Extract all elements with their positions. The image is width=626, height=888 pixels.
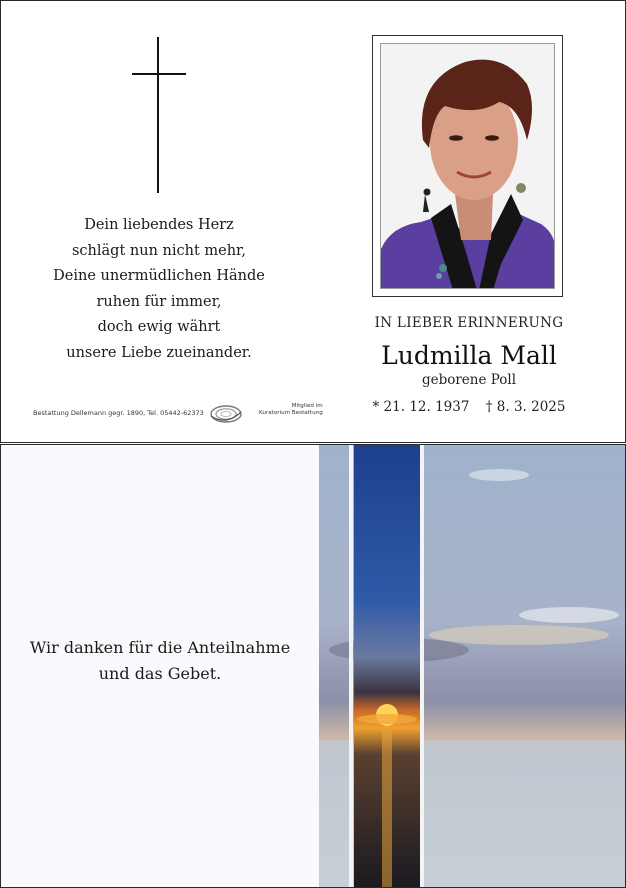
funeral-home-credit: Bestattung Dellemann gegr. 1890, Tel. 05442-62373 <box>33 409 204 417</box>
birth-date: * 21. 12. 1937 <box>372 399 470 415</box>
birth-name: geborene Poll <box>421 372 517 388</box>
thanks-line: Wir danken für die Anteilnahme <box>29 638 291 657</box>
deceased-name: Ludmilla Mall <box>381 341 557 370</box>
sunset-sea-image <box>319 445 625 887</box>
portrait-photo <box>380 43 555 289</box>
poem-line: Deine unermüdlichen Hände <box>53 268 265 284</box>
portrait-image <box>381 44 555 289</box>
textured-paper-panel <box>1 445 319 887</box>
kuratorium-membership <box>259 403 323 417</box>
thanks-message <box>15 635 305 687</box>
portrait-frame <box>372 35 563 297</box>
poem <box>21 213 297 366</box>
memorial-card-back <box>0 444 626 888</box>
thanks-line: und das Gebet. <box>98 664 222 683</box>
memorial-card-front <box>0 0 626 443</box>
life-dates <box>353 399 585 415</box>
poem-line: schlägt nun nicht mehr, <box>71 242 246 259</box>
member-line: Mitglied im <box>291 403 323 409</box>
kuratorium-logo-icon <box>209 402 243 426</box>
poem-line: Dein liebendes Herz <box>84 217 234 233</box>
member-line: Kuratorium Bestattung <box>259 409 323 416</box>
death-date: † 8. 3. 2025 <box>485 399 566 415</box>
poem-line: unsere Liebe zueinander. <box>66 344 252 361</box>
poem-line: ruhen für immer, <box>96 293 222 310</box>
memorial-heading: IN LIEBER ERINNERUNG <box>374 315 564 331</box>
poem-line: doch ewig währt <box>97 319 221 335</box>
